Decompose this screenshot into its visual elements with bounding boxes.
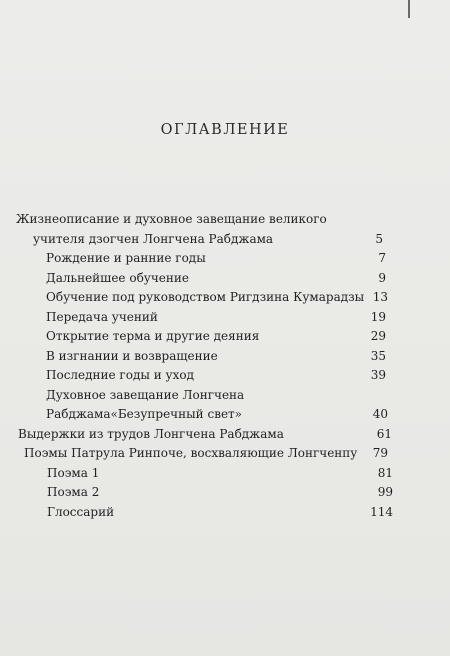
toc-entry-page: 39 [370, 368, 386, 382]
toc-entry-text: Дальнейшее обучение [46, 270, 189, 285]
toc-entry-text: Рождение и ранние годы [46, 251, 206, 265]
toc-entry-page: 9 [378, 270, 386, 285]
toc-entry [0, 327, 450, 347]
toc-entry [0, 483, 450, 503]
toc-entry-page: 7 [378, 251, 386, 265]
table-of-contents [0, 210, 450, 522]
toc-entry [0, 425, 450, 445]
toc-entry-page: 29 [370, 329, 386, 343]
toc-entry-page: 114 [370, 504, 393, 519]
toc-entry-page: 40 [372, 407, 388, 421]
toc-entry-page: 81 [377, 465, 393, 480]
toc-entry [0, 405, 450, 425]
toc-entry-text: Последние годы и уход [46, 368, 194, 382]
page-title: ОГЛАВЛЕНИЕ [160, 122, 290, 138]
toc-entry-text: Жизнеописание и духовное завещание великого [16, 212, 327, 226]
toc-entry [0, 503, 450, 523]
toc-entry-page: 35 [370, 348, 386, 363]
toc-entry-text: Поэма 1 [47, 465, 100, 480]
toc-entry-text: Поэмы Патрула Ринпоче, восхваляющие Лонгченпу [24, 446, 358, 460]
toc-entry [0, 230, 450, 250]
toc-entry-text: Глоссарий [47, 504, 115, 519]
toc-entry-text: Выдержки из трудов Лонгчена Рабджама [18, 426, 284, 441]
toc-entry [0, 386, 450, 406]
toc-entry-text: Поэма 2 [47, 485, 100, 499]
toc-entry-page: 99 [377, 485, 393, 499]
toc-entry-text: учителя дзогчен Лонгчена Рабджама [33, 231, 274, 246]
page-edge-mark [408, 0, 410, 18]
toc-entry-text: Духовное завещание Лонгчена [46, 387, 245, 402]
toc-entry [0, 464, 450, 484]
toc-entry-text: Открытие терма и другие деяния [46, 329, 260, 343]
toc-entry [0, 249, 450, 269]
toc-entry-page: 5 [375, 231, 383, 246]
toc-entry [0, 269, 450, 289]
toc-entry-text: В изгнании и возвращение [46, 348, 218, 363]
toc-entry-page: 19 [370, 309, 386, 324]
toc-entry [0, 366, 450, 386]
toc-entry-text: Передача учений [46, 309, 158, 324]
toc-entry [0, 308, 450, 328]
toc-entry-text: Обучение под руководством Ригдзина Кумарадзы [46, 290, 365, 304]
toc-entry [0, 347, 450, 367]
toc-entry-page: 61 [376, 426, 392, 441]
toc-entry-page: 79 [372, 446, 388, 460]
toc-entry-page: 13 [372, 290, 388, 304]
toc-entry [0, 444, 450, 464]
toc-entry [0, 288, 450, 308]
toc-entry [0, 210, 450, 230]
toc-entry-text: Рабджама«Безупречный свет» [46, 407, 243, 421]
